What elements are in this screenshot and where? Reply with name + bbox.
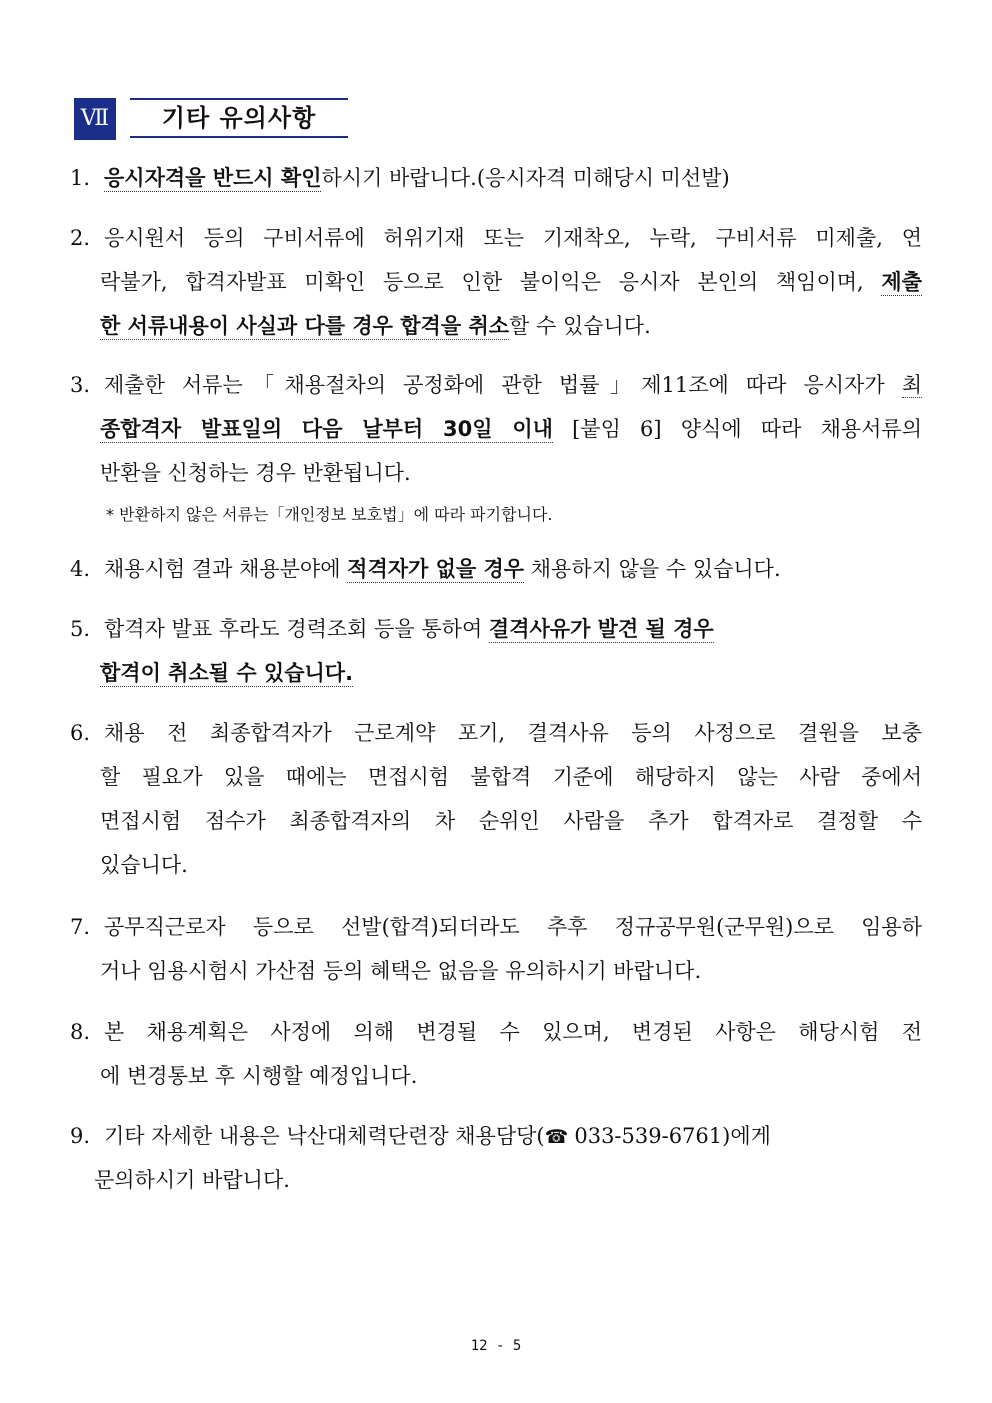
- notice-item-3: [70, 363, 922, 495]
- notice-item-4: [70, 547, 922, 591]
- emphasis-text: 결격사유가 발견 될 경우: [488, 617, 714, 641]
- notice-item-1: [70, 156, 922, 200]
- item-text: 있습니다.: [100, 853, 188, 877]
- phone-icon: ☎: [544, 1126, 575, 1148]
- item-text: 채용시험 결과 채용분야에: [104, 557, 348, 581]
- underlined-text: 최: [901, 373, 922, 397]
- notice-item-8: [70, 1010, 922, 1098]
- notice-item-7: [70, 905, 922, 993]
- section-number: Ⅶ: [74, 98, 116, 140]
- item-text: 면접시험 점수가 최종합격자의 차 순위인 사람을 추가 합격자로 결정할 수: [100, 809, 922, 833]
- item-text: [붙임 6] 양식에 따라 채용서류의: [552, 417, 922, 441]
- item-text: 합격자 발표 후라도 경력조회 등을 통하여: [104, 617, 489, 641]
- item-text: 본 채용계획은 사정에 의해 변경될 수 있으며, 변경된 사항은 해당시험 전: [104, 1020, 922, 1044]
- emphasis-text: 응시자격을 반드시 확인: [104, 166, 322, 190]
- emphasis-text: 종합격자 발표일의 다음 날부터 30일 이내: [100, 417, 553, 441]
- notice-item-5: [70, 607, 922, 695]
- footnote: * 반환하지 않은 서류는「개인정보 보호법」에 따라 파기합니다.: [106, 505, 553, 524]
- item-text: 기타 자세한 내용은 낙산대체력단련장 채용담당(: [104, 1124, 545, 1148]
- item-number: 4.: [70, 557, 91, 581]
- item-number: 2.: [70, 226, 91, 250]
- item-text: 응시원서 등의 구비서류에 허위기재 또는 기재착오, 누락, 구비서류 미제출, 연: [104, 226, 922, 250]
- item-text: )에게: [722, 1124, 771, 1148]
- notice-item-2: [70, 216, 922, 348]
- item-number: 5.: [70, 617, 91, 641]
- emphasis-text: 합격이 취소될 수 있습니다.: [100, 661, 354, 685]
- item-text: 반환을 신청하는 경우 반환됩니다.: [100, 461, 411, 485]
- item-number: 8.: [70, 1020, 91, 1044]
- emphasis-text: 제출: [881, 270, 922, 294]
- phone-number: 033-539-6761: [574, 1124, 723, 1148]
- item-number: 6.: [70, 721, 91, 745]
- item-text: 락불가, 합격자발표 미확인 등으로 인한 불이익은 응시자 본인의 책임이며,: [100, 270, 882, 294]
- item-text: 문의하시기 바랍니다.: [94, 1168, 290, 1192]
- item-number: 9.: [70, 1124, 91, 1148]
- item-text: 거나 임용시험시 가산점 등의 혜택은 없음을 유의하시기 바랍니다.: [100, 959, 702, 983]
- item-text: 채용하지 않을 수 있습니다.: [524, 557, 781, 581]
- emphasis-text: 적격자가 없을 경우: [347, 557, 525, 581]
- notice-item-6: [70, 711, 922, 887]
- item-text: 공무직근로자 등으로 선발(합격)되더라도 추후 정규공무원(군무원)으로 임용하: [104, 915, 922, 939]
- item-number: 7.: [70, 915, 91, 939]
- item-text: 제출한 서류는「채용절차의 공정화에 관한 법률」제11조에 따라 응시자가: [104, 373, 902, 397]
- item-text: 할 필요가 있을 때에는 면접시험 불합격 기준에 해당하지 않는 사람 중에서: [100, 765, 922, 789]
- item-text: 채용 전 최종합격자가 근로계약 포기, 결격사유 등의 사정으로 결원을 보충: [104, 721, 922, 745]
- page-number: 12 - 5: [470, 1338, 522, 1354]
- item-text: 할 수 있습니다.: [509, 314, 651, 338]
- item-number: 1.: [70, 166, 91, 190]
- notice-item-9: [70, 1114, 922, 1202]
- section-title: 기타 유의사항: [130, 98, 348, 138]
- item-number: 3.: [70, 373, 91, 397]
- emphasis-text: 한 서류내용이 사실과 다를 경우 합격을 취소: [100, 314, 510, 338]
- item-text: 하시기 바랍니다.(응시자격 미해당시 미선발): [321, 166, 730, 190]
- item-text: 에 변경통보 후 시행할 예정입니다.: [100, 1064, 418, 1088]
